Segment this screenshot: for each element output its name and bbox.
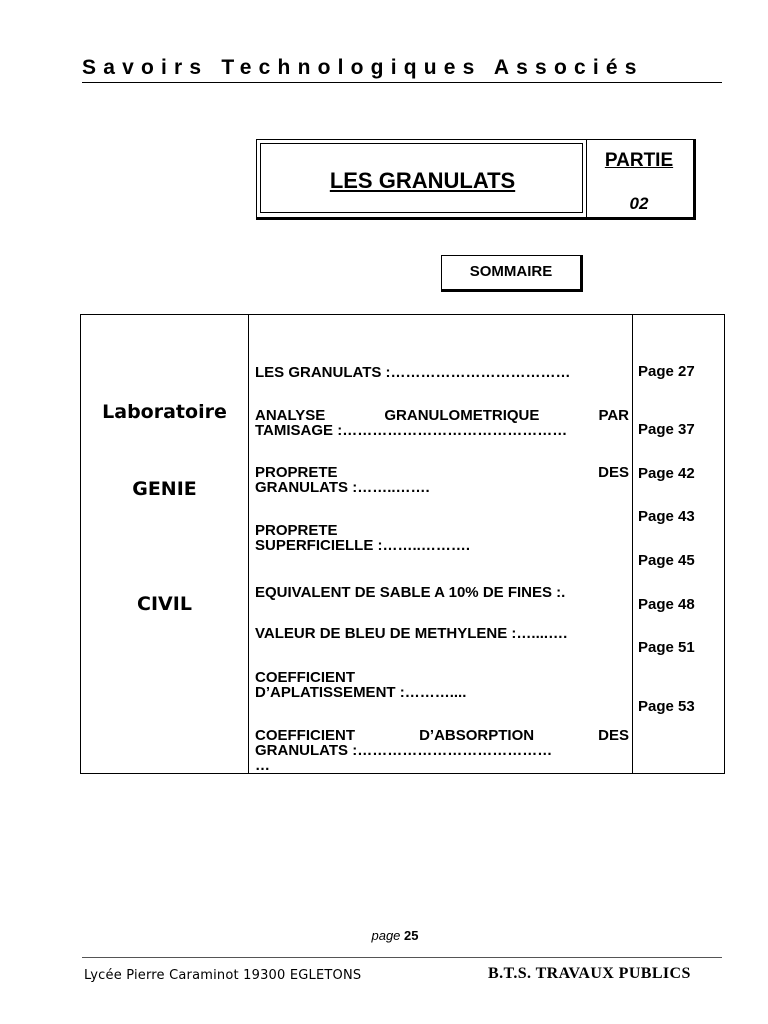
toc-entry-line: PROPRETE xyxy=(255,523,338,539)
toc-entry xyxy=(255,465,629,495)
left-label-civil: CIVIL xyxy=(137,593,192,615)
toc-word: PROPRETE xyxy=(255,465,338,481)
left-label-genie: GENIE xyxy=(132,478,197,500)
toc-word: DES xyxy=(598,728,629,744)
toc-word: DES xyxy=(598,465,629,481)
partie-number: 02 xyxy=(629,194,649,213)
page-ref: Page 51 xyxy=(638,639,695,656)
page-word: page xyxy=(371,928,401,943)
title-inner-frame xyxy=(260,143,583,213)
toc-entry-line xyxy=(255,465,629,480)
toc-entry xyxy=(255,523,629,553)
toc-entry-line: SUPERFICIELLE :……..………. xyxy=(255,537,471,553)
footer-program: B.T.S. TRAVAUX PUBLICS xyxy=(488,965,691,982)
toc-entry xyxy=(255,408,629,438)
header-rule xyxy=(82,82,722,83)
toc-entry-line: GRANULATS :……..……. xyxy=(255,479,430,495)
toc-word: ANALYSE xyxy=(255,408,326,424)
title-divider xyxy=(586,140,587,218)
toc-entry xyxy=(255,626,629,641)
column-divider-right xyxy=(632,315,633,773)
toc-entry-line: GRANULATS :………………………………… xyxy=(255,742,553,759)
toc-word: GRANULOMETRIQUE xyxy=(384,408,540,424)
toc-word: PAR xyxy=(598,408,629,424)
page-number-value: 25 xyxy=(404,928,419,943)
toc-entry-line: VALEUR DE BLEU DE METHYLENE :…....…. xyxy=(255,626,568,641)
toc-entry-line: TAMISAGE :……………………………………… xyxy=(255,422,568,438)
toc-entry xyxy=(255,670,629,700)
page-number xyxy=(0,928,768,943)
page-ref: Page 42 xyxy=(638,465,695,482)
toc-word: COEFFICIENT xyxy=(255,728,355,744)
left-label-laboratoire: Laboratoire xyxy=(102,401,227,423)
page-ref: Page 27 xyxy=(638,363,695,380)
toc-word: D’ABSORPTION xyxy=(419,728,535,744)
main-title: LES GRANULATS xyxy=(329,168,516,193)
toc-entry-line xyxy=(255,728,629,743)
toc-entry-line: … xyxy=(255,757,270,773)
toc-entry xyxy=(255,365,629,380)
footer-rule xyxy=(82,957,722,958)
toc-entry-line: EQUIVALENT DE SABLE A 10% DE FINES :. xyxy=(255,585,566,600)
page-ref: Page 53 xyxy=(638,698,695,715)
page-ref: Page 37 xyxy=(638,421,695,438)
toc-table xyxy=(80,314,725,774)
column-divider-left xyxy=(248,315,249,773)
toc-entry-line: COEFFICIENT xyxy=(255,670,355,686)
toc-entry-line: D’APLATISSEMENT :……….... xyxy=(255,684,467,700)
toc-entry-line: LES GRANULATS :……………………………… xyxy=(255,365,571,380)
title-box xyxy=(256,139,696,220)
page-ref: Page 48 xyxy=(638,596,695,613)
header-title: Savoirs Technologiques Associés xyxy=(82,56,644,79)
page-ref: Page 43 xyxy=(638,508,695,525)
footer-school: Lycée Pierre Caraminot 19300 EGLETONS xyxy=(84,968,362,983)
sommaire-box: SOMMAIRE xyxy=(441,255,583,292)
toc-entry xyxy=(255,585,629,600)
toc-entry-line xyxy=(255,408,629,423)
partie-label: PARTIE xyxy=(604,150,674,171)
toc-entry xyxy=(255,728,629,773)
page-ref: Page 45 xyxy=(638,552,695,569)
